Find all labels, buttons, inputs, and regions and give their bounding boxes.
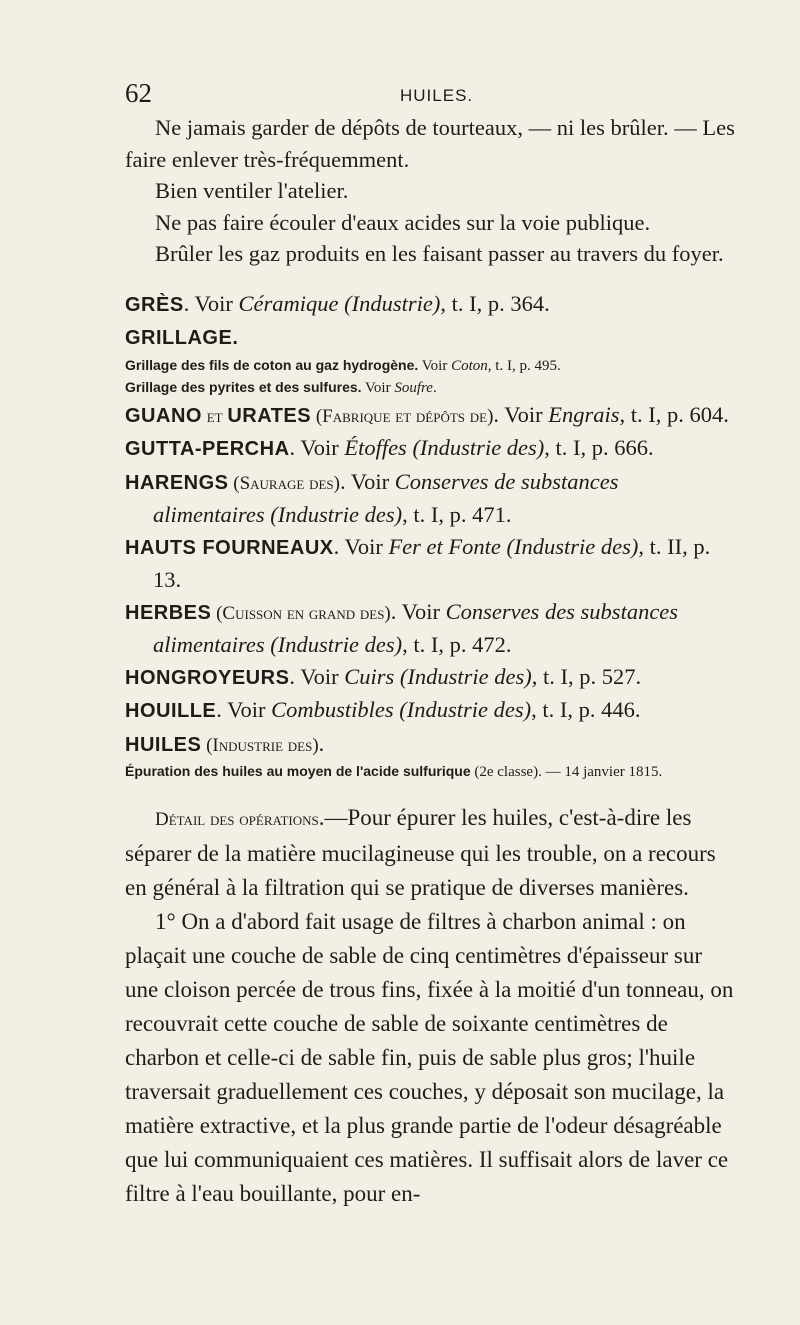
entry-huiles bbox=[125, 728, 735, 762]
detail-text: .—Pour épurer les huiles, c'est-à-dire les séparer de la matière mucilagineuse qui les trouble, on a recours en général à la filtration qui se pratique de diverses manières. bbox=[125, 805, 716, 900]
entry-headword: Grillage des pyrites et des sulfures. bbox=[125, 378, 362, 395]
entry-text: , t. I, p. 446. bbox=[531, 697, 641, 722]
entry-reference: Céramique (Industrie) bbox=[238, 290, 441, 316]
intro-paragraph-1: Ne jamais garder de dépôts de tourteaux, — ni les brûler. — Les faire enlever très-fréquemment. bbox=[125, 115, 735, 172]
entry-text: (2e classe). — 14 janvier 1815. bbox=[470, 764, 663, 780]
entry-reference: Conserves de substances alimentaires (Industrie des) bbox=[153, 468, 619, 527]
entry-herbes bbox=[125, 596, 735, 661]
intro-paragraph-2: Bien ventiler l'atelier. bbox=[155, 178, 349, 203]
page-body bbox=[125, 112, 735, 1211]
entry-reference: Fer et Fonte (Industrie des) bbox=[388, 533, 639, 559]
page-number: 62 bbox=[125, 78, 152, 108]
entry-epuration bbox=[125, 761, 735, 783]
entry-headword: HARENGS bbox=[125, 471, 229, 494]
entry-subtitle: (Industrie des) bbox=[201, 734, 319, 756]
entry-subtitle: (Cuisson en grand des) bbox=[211, 602, 391, 624]
section-gap bbox=[125, 783, 735, 801]
entry-headword: Grillage des fils de coton au gaz hydrogène. bbox=[125, 356, 419, 373]
entry-text: , t. I, p. 364. bbox=[440, 290, 550, 316]
entry-hongroyeurs bbox=[125, 661, 735, 695]
running-title: HUILES. bbox=[400, 86, 474, 105]
entry-headword: Épuration des huiles au moyen de l'acide sulfurique bbox=[125, 763, 471, 779]
entry-text: . Voir bbox=[183, 290, 239, 316]
entry-grillage-pyrites bbox=[125, 377, 735, 399]
entry-text: . Voir bbox=[333, 533, 389, 559]
entry-text: , t. I, p. 495. bbox=[487, 357, 561, 374]
entry-houille bbox=[125, 694, 735, 728]
entry-gres bbox=[125, 288, 735, 322]
entry-grillage-fils bbox=[125, 355, 735, 377]
page-header bbox=[125, 78, 730, 108]
entry-text: . bbox=[432, 379, 437, 396]
entry-reference: Soufre bbox=[394, 379, 433, 396]
entry-headword: HONGROYEURS bbox=[125, 666, 290, 689]
entry-headword: HERBES bbox=[125, 601, 212, 624]
entry-text: . Voir bbox=[289, 663, 345, 689]
entry-text: . Voir bbox=[289, 435, 345, 460]
entry-text: , t. I, p. 472. bbox=[402, 632, 512, 657]
entry-subtitle: (Fabrique et dépôts de) bbox=[311, 405, 494, 427]
entry-headword: GRÈS bbox=[125, 293, 184, 316]
entry-reference: Étoffes (Industrie des) bbox=[344, 435, 545, 460]
detail-label: Détail des opérations bbox=[155, 809, 319, 830]
entry-reference: Coton bbox=[451, 357, 488, 374]
entry-text: , t. I, p. 666. bbox=[544, 435, 654, 460]
entry-headword: HOUILLE bbox=[125, 700, 217, 722]
detail-paragraph bbox=[125, 801, 735, 905]
entry-subtitle: (Saurage des) bbox=[228, 472, 340, 494]
entry-text: . Voir bbox=[493, 401, 549, 427]
detail-paragraph-2: 1° On a d'abord fait usage de filtres à charbon animal : on plaçait une couche de sable de cinq centimètres d'épaisseur sur une cloison percée de trous fins, fixée à la moitié d'un tonneau, on recouvrait cette couche de sable de soixante centimètres de charbon et celle-ci de sable fin, puis de sable plus gros; l'huile traversait graduellement ces couches, y déposait son mucilage, la matière extractive, et la plus grande partie de l'odeur désagréable que lui communiquaient ces matières. Il suffisait alors de laver ce filtre à l'eau bouillante, pour en- bbox=[125, 909, 734, 1206]
entry-headword: URATES bbox=[227, 404, 312, 427]
entry-text: Voir bbox=[361, 379, 395, 396]
section-gap bbox=[125, 270, 735, 288]
entry-headword: HAUTS FOURNEAUX bbox=[125, 536, 334, 559]
entry-text: et bbox=[201, 405, 228, 427]
entry-headword: GUTTA-PERCHA bbox=[125, 438, 290, 460]
entry-hauts-fourneaux bbox=[125, 531, 735, 596]
entry-text: . Voir bbox=[216, 697, 272, 722]
intro-paragraph-4: Brûler les gaz produits en les faisant passer au travers du foyer. bbox=[155, 241, 724, 266]
entry-grillage bbox=[125, 321, 735, 355]
entry-text: , t. II, p. 13. bbox=[153, 533, 711, 592]
entry-text: . Voir bbox=[339, 468, 395, 494]
entry-text: Voir bbox=[418, 357, 452, 374]
entry-reference: Combustibles (Industrie des) bbox=[271, 697, 532, 722]
entry-headword: HUILES bbox=[125, 733, 202, 756]
entry-text: . Voir bbox=[390, 598, 446, 624]
entry-headword: GRILLAGE. bbox=[125, 327, 239, 349]
entry-reference: Cuirs (Industrie des) bbox=[344, 663, 532, 689]
entry-gutta-percha bbox=[125, 432, 735, 466]
intro-paragraph-3: Ne pas faire écouler d'eaux acides sur la voie publique. bbox=[155, 209, 651, 235]
entry-reference: Engrais bbox=[548, 401, 620, 427]
entry-harengs bbox=[125, 466, 735, 531]
entry-text: , t. I, p. 527. bbox=[531, 663, 642, 689]
entry-text: , t. I, p. 471. bbox=[402, 502, 512, 527]
entry-text: , t. I, p. 604. bbox=[619, 401, 729, 427]
entry-headword: GUANO bbox=[125, 404, 202, 427]
entry-guano bbox=[125, 399, 735, 433]
entry-text: . bbox=[318, 730, 325, 756]
entry-reference: Conserves des substances alimentaires (Industrie des) bbox=[153, 598, 679, 657]
